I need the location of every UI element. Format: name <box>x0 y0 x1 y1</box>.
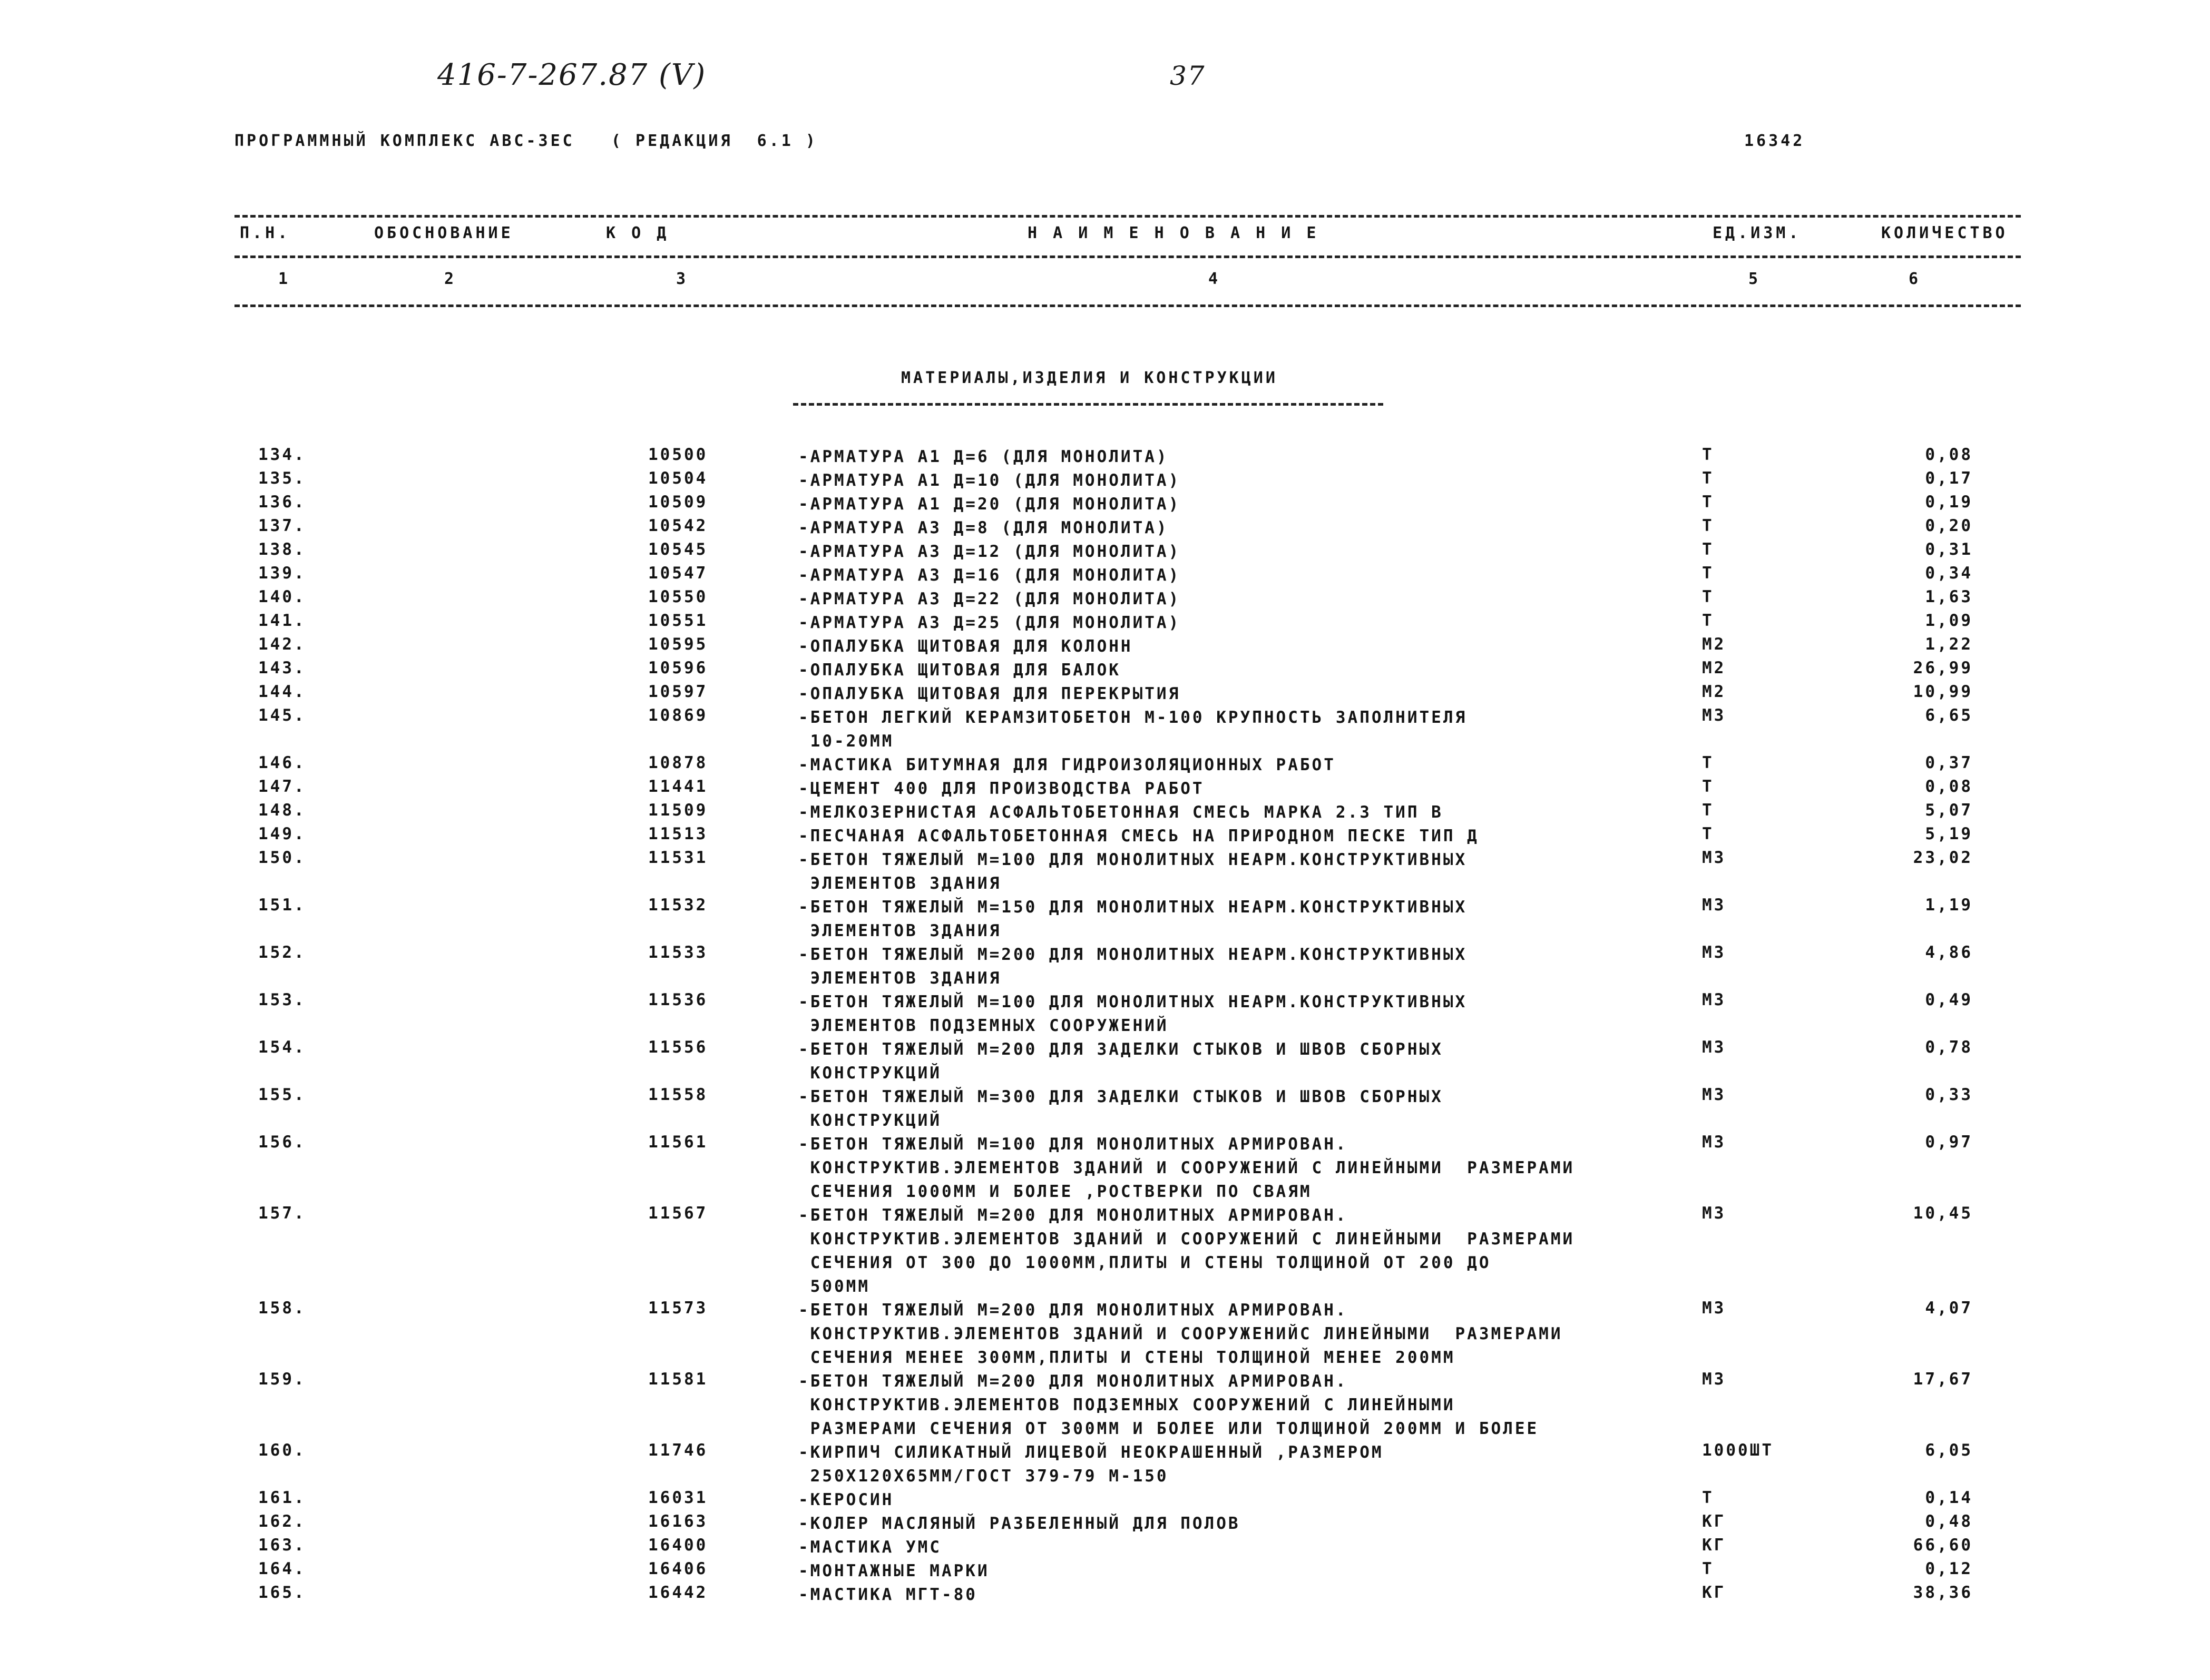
row-quantity: 4,07 <box>1925 1299 1973 1318</box>
row-quantity: 0,78 <box>1925 1038 1973 1057</box>
row-number: 159. <box>258 1370 306 1389</box>
row-name: -БЕТОН ТЯЖЕЛЫЙ М=100 ДЛЯ МОНОЛИТНЫХ НЕАРМ.КОНСТРУКТИВНЫХ ЭЛЕМЕНТОВ ПОДЗЕМНЫХ СООРУЖЕНИЙ <box>798 993 1468 1035</box>
row-quantity: 5,07 <box>1925 801 1973 820</box>
row-quantity: 5,19 <box>1925 824 1973 843</box>
row-name: -КЕРОСИН <box>798 1490 894 1509</box>
row-unit: КГ <box>1702 1536 1726 1555</box>
row-name: -ОПАЛУБКА ЩИТОВАЯ ДЛЯ КОЛОНН <box>798 637 1133 656</box>
row-quantity: 0,48 <box>1925 1512 1973 1531</box>
row-unit: М3 <box>1702 1370 1726 1389</box>
row-unit: Т <box>1702 824 1714 843</box>
row-quantity: 6,65 <box>1925 706 1973 725</box>
row-quantity: 17,67 <box>1913 1370 1973 1389</box>
row-number: 138. <box>258 540 306 559</box>
header-num-2: 2 <box>444 270 457 288</box>
row-code: 10504 <box>648 469 708 488</box>
row-code: 11581 <box>648 1370 708 1389</box>
row-name: -БЕТОН ТЯЖЕЛЫЙ М=100 ДЛЯ МОНОЛИТНЫХ НЕАРМ.КОНСТРУКТИВНЫХ ЭЛЕМЕНТОВ ЗДАНИЯ <box>798 850 1468 893</box>
row-quantity: 0,33 <box>1925 1085 1973 1104</box>
row-quantity: 26,99 <box>1913 659 1973 677</box>
header-num-5: 5 <box>1748 270 1762 288</box>
header-col-unit: ЕД.ИЗМ. <box>1713 224 1802 242</box>
row-name: -БЕТОН ТЯЖЕЛЫЙ М=200 ДЛЯ МОНОЛИТНЫХ АРМИРОВАН. КОНСТРУКТИВ.ЭЛЕМЕНТОВ ЗДАНИЙ И СООРУЖЕНИЙ С ЛИНЕЙНЫМИ РАЗМЕРАМИ СЕЧЕНИЯ ОТ 300 ДО 1000ММ,ПЛИТЫ И СТЕНЫ ТОЛЩИНОЙ ОТ 200 ДО 500ММ <box>798 1206 1575 1296</box>
row-quantity: 1,22 <box>1925 635 1973 654</box>
row-name: -ОПАЛУБКА ЩИТОВАЯ ДЛЯ БАЛОК <box>798 661 1121 680</box>
row-code: 11561 <box>648 1133 708 1152</box>
row-number: 165. <box>258 1583 306 1602</box>
row-unit: 1000ШТ <box>1702 1441 1774 1460</box>
row-code: 11509 <box>648 801 708 820</box>
row-quantity: 0,19 <box>1925 493 1973 512</box>
row-quantity: 38,36 <box>1913 1583 1973 1602</box>
row-number: 137. <box>258 516 306 535</box>
row-number: 164. <box>258 1559 306 1578</box>
row-number: 143. <box>258 659 306 677</box>
row-name: -КОЛЕР МАСЛЯНЫЙ РАЗБЕЛЕННЫЙ ДЛЯ ПОЛОВ <box>798 1514 1240 1533</box>
row-name: -АРМАТУРА А1 Д=20 (ДЛЯ МОНОЛИТА) <box>798 495 1181 514</box>
row-unit: Т <box>1702 1559 1714 1578</box>
row-code: 10878 <box>648 753 708 772</box>
row-name: -БЕТОН ТЯЖЕЛЫЙ М=200 ДЛЯ ЗАДЕЛКИ СТЫКОВ И ШВОВ СБОРНЫХ КОНСТРУКЦИЙ <box>798 1040 1443 1083</box>
row-number: 149. <box>258 824 306 843</box>
row-number: 140. <box>258 587 306 606</box>
row-name: -МАСТИКА БИТУМНАЯ ДЛЯ ГИДРОИЗОЛЯЦИОННЫХ РАБОТ <box>798 755 1336 774</box>
row-quantity: 0,49 <box>1925 990 1973 1009</box>
row-unit: Т <box>1702 469 1714 488</box>
row-number: 135. <box>258 469 306 488</box>
row-code: 10869 <box>648 706 708 725</box>
row-quantity: 0,34 <box>1925 564 1973 583</box>
header-col-qty: КОЛИЧЕСТВО <box>1881 224 2008 242</box>
row-code: 11536 <box>648 990 708 1009</box>
row-unit: М3 <box>1702 1133 1726 1152</box>
row-name: -БЕТОН ТЯЖЕЛЫЙ М=150 ДЛЯ МОНОЛИТНЫХ НЕАРМ.КОНСТРУКТИВНЫХ ЭЛЕМЕНТОВ ЗДАНИЯ <box>798 898 1468 940</box>
row-quantity: 10,45 <box>1913 1204 1973 1223</box>
header-col-name: Н А И М Е Н О В А Н И Е <box>1028 224 1319 242</box>
row-number: 146. <box>258 753 306 772</box>
row-number: 148. <box>258 801 306 820</box>
handwritten-code: 416-7-267.87 (V) <box>437 58 707 92</box>
row-number: 144. <box>258 682 306 701</box>
row-number: 139. <box>258 564 306 583</box>
row-number: 156. <box>258 1133 306 1152</box>
row-name: -МАСТИКА МГТ-80 <box>798 1585 977 1604</box>
row-code: 10550 <box>648 587 708 606</box>
row-code: 11558 <box>648 1085 708 1104</box>
doc-number: 16342 <box>1744 132 1805 150</box>
row-unit: КГ <box>1702 1583 1726 1602</box>
row-name: -БЕТОН ТЯЖЕЛЫЙ М=300 ДЛЯ ЗАДЕЛКИ СТЫКОВ И ШВОВ СБОРНЫХ КОНСТРУКЦИЙ <box>798 1087 1443 1130</box>
row-unit: Т <box>1702 493 1714 512</box>
row-number: 162. <box>258 1512 306 1531</box>
header-rule-mid <box>234 256 2021 258</box>
row-code: 11531 <box>648 848 708 867</box>
row-name: -АРМАТУРА А3 Д=16 (ДЛЯ МОНОЛИТА) <box>798 566 1181 585</box>
row-code: 16406 <box>648 1559 708 1578</box>
row-quantity: 6,05 <box>1925 1441 1973 1460</box>
row-name: -БЕТОН ТЯЖЕЛЫЙ М=200 ДЛЯ МОНОЛИТНЫХ АРМИРОВАН. КОНСТРУКТИВ.ЭЛЕМЕНТОВ ЗДАНИЙ И СООРУЖЕНИЙС ЛИНЕЙНЫМИ РАЗМЕРАМИ СЕЧЕНИЯ МЕНЕЕ 300ММ,ПЛИТЫ И СТЕНЫ ТОЛЩИНОЙ МЕНЕЕ 200ММ <box>798 1301 1563 1367</box>
row-code: 10547 <box>648 564 708 583</box>
row-code: 10596 <box>648 659 708 677</box>
row-code: 11567 <box>648 1204 708 1223</box>
row-code: 11513 <box>648 824 708 843</box>
row-number: 147. <box>258 777 306 796</box>
row-code: 10542 <box>648 516 708 535</box>
page-number: 37 <box>1170 61 1206 91</box>
row-number: 141. <box>258 611 306 630</box>
row-code: 10597 <box>648 682 708 701</box>
row-name: -ПЕСЧАНАЯ АСФАЛЬТОБЕТОННАЯ СМЕСЬ НА ПРИРОДНОМ ПЕСКЕ ТИП Д <box>798 827 1479 846</box>
row-code: 16400 <box>648 1536 708 1555</box>
row-quantity: 0,08 <box>1925 445 1973 464</box>
row-quantity: 1,09 <box>1925 611 1973 630</box>
row-quantity: 4,86 <box>1925 943 1973 962</box>
row-quantity: 0,97 <box>1925 1133 1973 1152</box>
row-unit: М3 <box>1702 990 1726 1009</box>
row-quantity: 0,20 <box>1925 516 1973 535</box>
row-code: 10595 <box>648 635 708 654</box>
program-title: ПРОГРАММНЫЙ КОМПЛЕКС АВС-3ЕС ( РЕДАКЦИЯ 6.1 ) <box>234 132 818 150</box>
row-unit: М2 <box>1702 635 1726 654</box>
row-name: -АРМАТУРА А3 Д=25 (ДЛЯ МОНОЛИТА) <box>798 613 1181 632</box>
row-name: -АРМАТУРА А3 Д=22 (ДЛЯ МОНОЛИТА) <box>798 590 1181 608</box>
row-unit: М2 <box>1702 682 1726 701</box>
row-number: 158. <box>258 1299 306 1318</box>
row-unit: Т <box>1702 753 1714 772</box>
row-name: -МАСТИКА УМС <box>798 1538 942 1557</box>
row-number: 157. <box>258 1204 306 1223</box>
row-name: -БЕТОН ТЯЖЕЛЫЙ М=200 ДЛЯ МОНОЛИТНЫХ АРМИРОВАН. КОНСТРУКТИВ.ЭЛЕМЕНТОВ ПОДЗЕМНЫХ СООРУЖЕНИЙ С ЛИНЕЙНЫМИ РАЗМЕРАМИ СЕЧЕНИЯ ОТ 300ММ И БОЛЕЕ ИЛИ ТОЛЩИНОЙ 200ММ И БОЛЕЕ <box>798 1372 1539 1438</box>
row-unit: Т <box>1702 564 1714 583</box>
row-number: 145. <box>258 706 306 725</box>
header-col-pn: П.Н. <box>240 224 291 242</box>
row-name: -АРМАТУРА А1 Д=10 (ДЛЯ МОНОЛИТА) <box>798 471 1181 490</box>
row-number: 136. <box>258 493 306 512</box>
header-num-3: 3 <box>676 270 689 288</box>
row-unit: Т <box>1702 516 1714 535</box>
row-unit: М3 <box>1702 848 1726 867</box>
row-code: 11556 <box>648 1038 708 1057</box>
row-unit: М3 <box>1702 1299 1726 1318</box>
header-col-code: К О Д <box>606 224 670 242</box>
row-unit: Т <box>1702 587 1714 606</box>
row-quantity: 0,31 <box>1925 540 1973 559</box>
row-number: 142. <box>258 635 306 654</box>
row-unit: Т <box>1702 540 1714 559</box>
row-code: 16163 <box>648 1512 708 1531</box>
row-quantity: 0,37 <box>1925 753 1973 772</box>
row-code: 10545 <box>648 540 708 559</box>
row-unit: М3 <box>1702 1204 1726 1223</box>
row-code: 16442 <box>648 1583 708 1602</box>
row-name: -АРМАТУРА А1 Д=6 (ДЛЯ МОНОЛИТА) <box>798 447 1169 466</box>
row-name: -МЕЛКОЗЕРНИСТАЯ АСФАЛЬТОБЕТОННАЯ СМЕСЬ МАРКА 2.3 ТИП В <box>798 803 1443 822</box>
row-number: 153. <box>258 990 306 1009</box>
row-name: -БЕТОН ТЯЖЕЛЫЙ М=100 ДЛЯ МОНОЛИТНЫХ АРМИРОВАН. КОНСТРУКТИВ.ЭЛЕМЕНТОВ ЗДАНИЙ И СООРУЖЕНИЙ С ЛИНЕЙНЫМИ РАЗМЕРАМИ СЕЧЕНИЯ 1000ММ И БОЛЕЕ ,РОСТВЕРКИ ПО СВАЯМ <box>798 1135 1575 1201</box>
row-quantity: 1,19 <box>1925 896 1973 915</box>
header-num-4: 4 <box>1208 270 1221 288</box>
row-unit: Т <box>1702 445 1714 464</box>
row-number: 161. <box>258 1488 306 1507</box>
row-quantity: 10,99 <box>1913 682 1973 701</box>
row-code: 11441 <box>648 777 708 796</box>
row-name: -ОПАЛУБКА ЩИТОВАЯ ДЛЯ ПЕРЕКРЫТИЯ <box>798 684 1181 703</box>
row-number: 151. <box>258 896 306 915</box>
row-unit: Т <box>1702 777 1714 796</box>
row-number: 150. <box>258 848 306 867</box>
row-name: -АРМАТУРА А3 Д=8 (ДЛЯ МОНОЛИТА) <box>798 518 1169 537</box>
header-num-1: 1 <box>278 270 291 288</box>
header-num-6: 6 <box>1909 270 1922 288</box>
row-quantity: 0,12 <box>1925 1559 1973 1578</box>
row-unit: КГ <box>1702 1512 1726 1531</box>
row-unit: М3 <box>1702 706 1726 725</box>
row-code: 16031 <box>648 1488 708 1507</box>
row-quantity: 0,14 <box>1925 1488 1973 1507</box>
row-quantity: 0,08 <box>1925 777 1973 796</box>
row-number: 134. <box>258 445 306 464</box>
row-name: -БЕТОН ТЯЖЕЛЫЙ М=200 ДЛЯ МОНОЛИТНЫХ НЕАРМ.КОНСТРУКТИВНЫХ ЭЛЕМЕНТОВ ЗДАНИЯ <box>798 945 1468 988</box>
row-name: -КИРПИЧ СИЛИКАТНЫЙ ЛИЦЕВОЙ НЕОКРАШЕННЫЙ ,РАЗМЕРОМ 250Х120Х65ММ/ГОСТ 379-79 М-150 <box>798 1443 1384 1486</box>
header-rule-bottom <box>234 304 2021 307</box>
header-col-basis: ОБОСНОВАНИЕ <box>374 224 514 242</box>
row-code: 11532 <box>648 896 708 915</box>
header-rule-top <box>234 215 2021 218</box>
row-number: 163. <box>258 1536 306 1555</box>
row-quantity: 1,63 <box>1925 587 1973 606</box>
row-name: -БЕТОН ЛЕГКИЙ КЕРАМЗИТОБЕТОН М-100 КРУПНОСТЬ ЗАПОЛНИТЕЛЯ 10-20ММ <box>798 708 1468 751</box>
row-code: 10551 <box>648 611 708 630</box>
row-name: -АРМАТУРА А3 Д=12 (ДЛЯ МОНОЛИТА) <box>798 542 1181 561</box>
row-name: -ЦЕМЕНТ 400 ДЛЯ ПРОИЗВОДСТВА РАБОТ <box>798 779 1205 798</box>
row-code: 11533 <box>648 943 708 962</box>
row-unit: М3 <box>1702 896 1726 915</box>
row-quantity: 66,60 <box>1913 1536 1973 1555</box>
row-unit: М3 <box>1702 1085 1726 1104</box>
row-code: 11746 <box>648 1441 708 1460</box>
row-code: 11573 <box>648 1299 708 1318</box>
section-title-underline <box>793 403 1383 406</box>
row-unit: Т <box>1702 801 1714 820</box>
row-number: 160. <box>258 1441 306 1460</box>
section-title: МАТЕРИАЛЫ,ИЗДЕЛИЯ И КОНСТРУКЦИИ <box>901 369 1278 387</box>
row-unit: М2 <box>1702 659 1726 677</box>
row-unit: Т <box>1702 611 1714 630</box>
row-quantity: 0,17 <box>1925 469 1973 488</box>
row-number: 152. <box>258 943 306 962</box>
row-unit: М3 <box>1702 943 1726 962</box>
row-code: 10500 <box>648 445 708 464</box>
row-code: 10509 <box>648 493 708 512</box>
row-number: 154. <box>258 1038 306 1057</box>
row-unit: М3 <box>1702 1038 1726 1057</box>
row-name: -МОНТАЖНЫЕ МАРКИ <box>798 1561 990 1580</box>
row-number: 155. <box>258 1085 306 1104</box>
row-unit: Т <box>1702 1488 1714 1507</box>
row-quantity: 23,02 <box>1913 848 1973 867</box>
